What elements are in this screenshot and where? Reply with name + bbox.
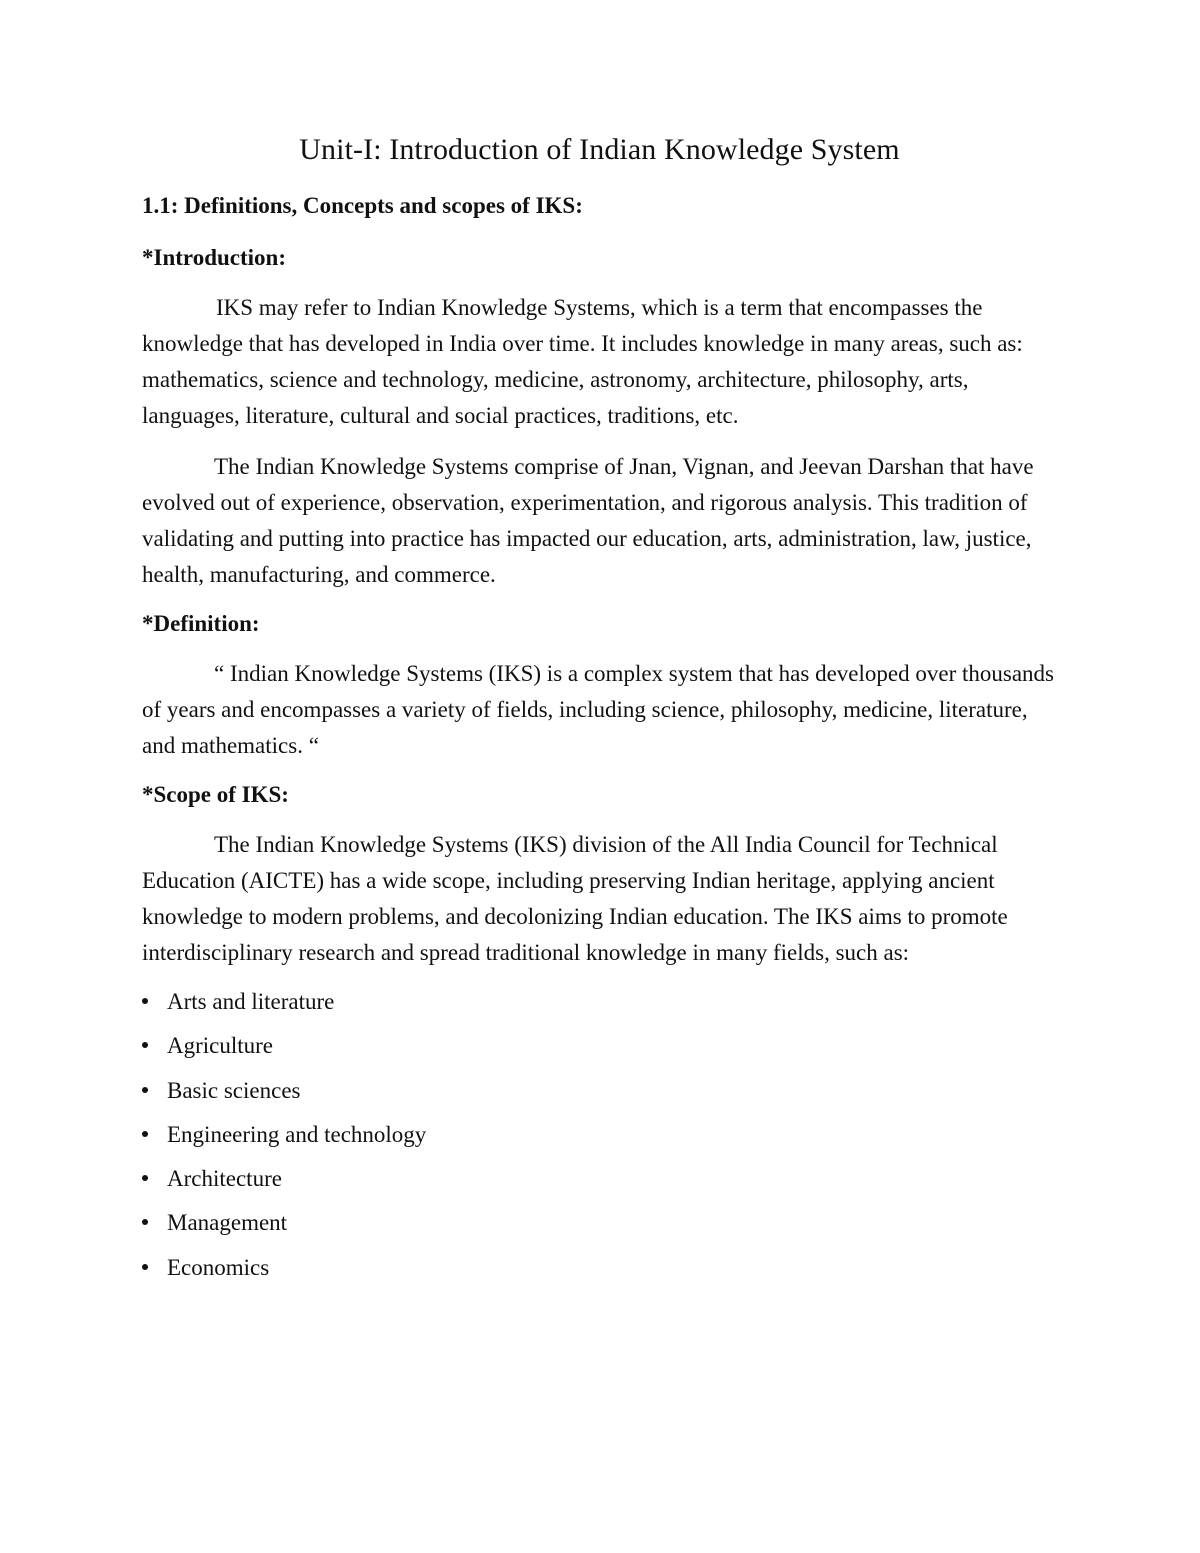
- section-heading: 1.1: Definitions, Concepts and scopes of IKS:: [142, 193, 583, 218]
- scope-field-item: [142, 1075, 1062, 1107]
- scope-field-item: [142, 1119, 1062, 1151]
- scope-paragraph: The Indian Knowledge Systems (IKS) division of the All India Council for Technical Education (AICTE) has a wide scope, including preserving Indian heritage, applying ancient knowledge to modern problems, and decolonizing Indian education. The IKS aims to promote interdisciplinary research and spread traditional knowledge in many fields, such as:: [142, 832, 1008, 965]
- bullet-icon: [142, 1264, 148, 1270]
- bullet-icon: [142, 1219, 148, 1225]
- scope-field-label: Agriculture: [167, 1033, 274, 1059]
- bullet-icon: [142, 998, 148, 1004]
- scope-field-label: Economics: [167, 1254, 270, 1280]
- scope-field-label: Engineering and technology: [167, 1121, 427, 1147]
- document-content: [142, 128, 1062, 1296]
- scope-field-item: [142, 1030, 1062, 1062]
- scope-field-label: Architecture: [167, 1166, 282, 1192]
- bullet-icon: [142, 1175, 148, 1181]
- introduction-heading: *Introduction:: [142, 245, 286, 270]
- bullet-icon: [142, 1131, 148, 1137]
- scope-field-label: Basic sciences: [167, 1077, 301, 1103]
- scope-field-list: [142, 986, 1062, 1284]
- introduction-paragraph: IKS may refer to Indian Knowledge Systems, which is a term that encompasses the knowledge that has developed in India over time. It includes knowledge in many areas, such as: mathematics, science and technology, medicine, astronomy, architecture, philosophy, arts, languages, literature, cultural and social practices, traditions, etc.: [142, 295, 1023, 428]
- introduction-paragraph: The Indian Knowledge Systems comprise of Jnan, Vignan, and Jeevan Darshan that have evolved out of experience, observation, experimentation, and rigorous analysis. This tradition of validating and putting into practice has impacted our education, arts, administration, law, justice, health, manufacturing, and commerce.: [142, 454, 1034, 587]
- scope-field-item: [142, 986, 1062, 1018]
- scope-field-label: Management: [167, 1210, 288, 1236]
- scope-field-item: [142, 1163, 1062, 1195]
- scope-field-item: [142, 1207, 1062, 1239]
- scope-field-label: Arts and literature: [167, 989, 335, 1014]
- bullet-icon: [142, 1087, 148, 1093]
- bullet-icon: [142, 1042, 148, 1048]
- definition-heading: *Definition:: [142, 611, 260, 636]
- page-title: Unit-I: Introduction of Indian Knowledge System: [299, 133, 900, 166]
- scope-heading: *Scope of IKS:: [142, 782, 289, 807]
- scope-field-item: [142, 1252, 1062, 1284]
- definition-paragraph: “ Indian Knowledge Systems (IKS) is a complex system that has developed over thousands of years and encompasses a variety of fields, including science, philosophy, medicine, literature, and mathematics. “: [142, 661, 1054, 758]
